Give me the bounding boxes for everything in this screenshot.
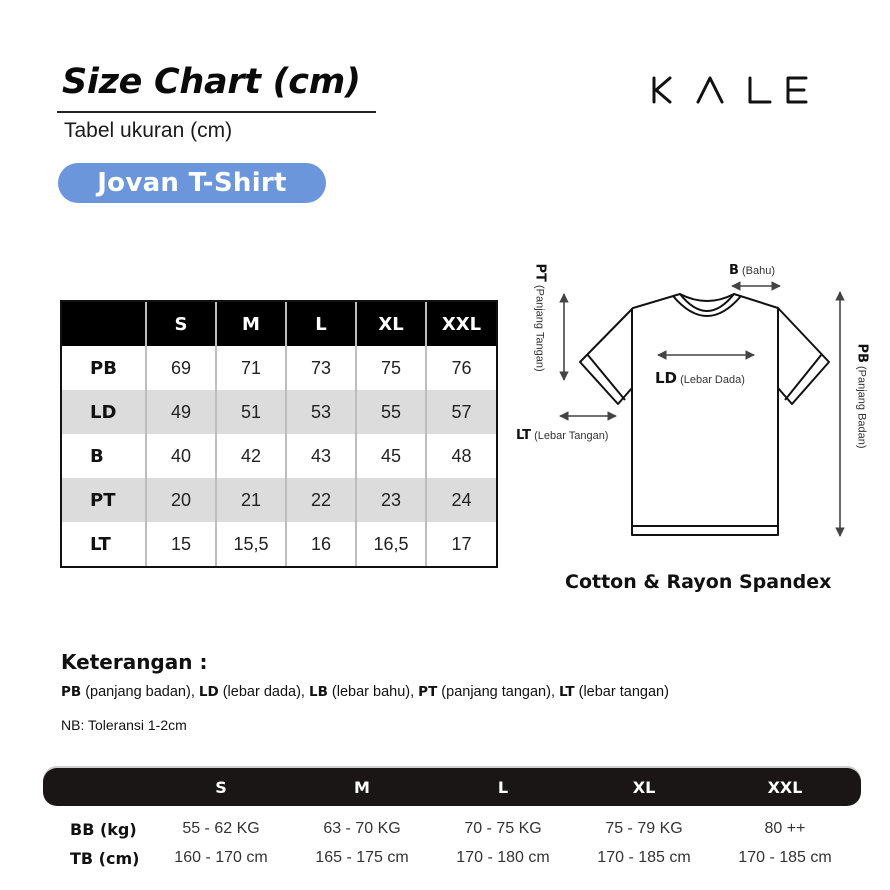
legend-text: (lebar dada), — [218, 684, 309, 700]
legend-code: PT — [418, 684, 438, 700]
table-cell: 80 ++ — [764, 820, 806, 837]
legend-title: Keterangan : — [61, 650, 208, 674]
table-cell: 70 - 75 KG — [464, 820, 542, 837]
table-cell: 170 - 180 cm — [456, 849, 550, 866]
product-badge — [58, 163, 326, 203]
label-lebar-dada — [655, 369, 745, 387]
tshirt-measurement-diagram — [510, 250, 880, 550]
table-cell: 21 — [216, 478, 286, 522]
table-cell: 73 — [286, 346, 356, 390]
table-header-row — [62, 302, 496, 346]
body-header-xl: XL — [632, 778, 656, 797]
page-title: Size Chart (cm) — [62, 62, 361, 102]
material-label: Cotton & Rayon Spandex — [565, 571, 832, 593]
kale-logo-icon — [650, 70, 810, 110]
table-cell: 69 — [146, 346, 216, 390]
table-cell: 49 — [146, 390, 216, 434]
legend-text: (panjang tangan), — [437, 684, 560, 700]
table-cell: 160 - 170 cm — [174, 849, 268, 866]
table-cell: 170 - 185 cm — [597, 849, 691, 866]
table-header-m: M — [216, 302, 286, 346]
tolerance-note: NB: Toleransi 1-2cm — [61, 717, 187, 733]
table-cell: 42 — [216, 434, 286, 478]
table-header-xxl: XXL — [426, 302, 496, 346]
table-row — [62, 346, 496, 390]
table-cell: 165 - 175 cm — [315, 849, 409, 866]
label-pb-code: PB — [854, 343, 870, 363]
table-row — [62, 434, 496, 478]
label-pt-text: (Panjang Tangan) — [533, 284, 546, 372]
label-pt-code: PT — [532, 263, 548, 282]
table-cell: 53 — [286, 390, 356, 434]
table-cell: 24 — [426, 478, 496, 522]
table-cell: 40 — [146, 434, 216, 478]
body-header-l: L — [497, 778, 509, 797]
table-cell: 51 — [216, 390, 286, 434]
tshirt-outline-icon — [510, 250, 880, 550]
legend-code: LT — [559, 684, 575, 700]
table-cell: 16 — [286, 522, 356, 566]
table-cell: 15,5 — [216, 522, 286, 566]
label-ld-text: (Lebar Dada) — [680, 374, 745, 386]
legend-text: (lebar bahu), — [327, 684, 419, 700]
row-label: LD — [62, 390, 146, 434]
table-cell: 75 - 79 KG — [605, 820, 683, 837]
table-cell: 23 — [356, 478, 426, 522]
label-panjang-badan — [855, 344, 870, 474]
table-cell: 48 — [451, 445, 472, 466]
table-row — [62, 478, 496, 522]
table-cell: 76 — [451, 357, 472, 378]
product-badge-label: Jovan T-Shirt — [97, 168, 287, 198]
table-cell: 57 — [426, 390, 496, 434]
label-lt-code: LT — [516, 428, 531, 443]
title-underline — [57, 111, 376, 113]
table-cell: 55 - 62 KG — [182, 820, 260, 837]
label-bahu-code: B — [729, 263, 739, 278]
body-header-s: S — [215, 778, 227, 797]
label-lebar-tangan — [516, 428, 608, 443]
table-cell: 45 — [356, 434, 426, 478]
legend-code: PB — [61, 684, 82, 700]
table-header-empty — [62, 302, 146, 346]
table-cell: 55 — [356, 390, 426, 434]
table-cell: 20 — [146, 478, 216, 522]
table-cell: 170 - 185 cm — [738, 849, 832, 866]
table-cell: 22 — [286, 478, 356, 522]
row-label: PT — [62, 478, 146, 522]
table-header-s: S — [146, 302, 216, 346]
body-header-xxl: XXL — [767, 778, 803, 797]
table-row — [62, 390, 496, 434]
label-pb-text: (Panjang Badan) — [855, 366, 868, 449]
row-label: PB — [62, 346, 146, 390]
row-label: BB (kg) — [70, 820, 137, 839]
label-panjang-tangan — [533, 264, 548, 396]
table-cell: 63 - 70 KG — [323, 820, 401, 837]
table-cell: 15 — [146, 522, 216, 566]
table-cell: 75 — [356, 346, 426, 390]
legend-code: LB — [308, 684, 328, 700]
size-measurement-table — [60, 300, 498, 568]
table-cell: 17 — [451, 533, 472, 554]
body-height-row — [0, 849, 890, 875]
label-lt-text: (Lebar Tangan) — [534, 430, 609, 442]
row-label: TB (cm) — [70, 849, 140, 868]
body-size-header — [43, 768, 861, 806]
table-header-l: L — [286, 302, 356, 346]
page-subtitle: Tabel ukuran (cm) — [64, 119, 233, 142]
legend-code: LD — [198, 684, 219, 700]
table-cell: 16,5 — [356, 522, 426, 566]
table-cell: 71 — [216, 346, 286, 390]
row-label: B — [62, 434, 146, 478]
body-header-m: M — [354, 778, 370, 797]
table-header-xl: XL — [356, 302, 426, 346]
label-bahu — [729, 263, 775, 278]
legend-text: (panjang badan), — [81, 684, 199, 700]
legend-text: (lebar tangan) — [574, 684, 669, 700]
table-cell: 43 — [286, 434, 356, 478]
label-bahu-text: (Bahu) — [741, 265, 776, 277]
body-weight-row — [0, 820, 890, 846]
label-ld-code: LD — [655, 369, 678, 387]
table-row — [62, 522, 496, 566]
legend-description — [61, 684, 669, 700]
row-label: LT — [62, 522, 146, 566]
